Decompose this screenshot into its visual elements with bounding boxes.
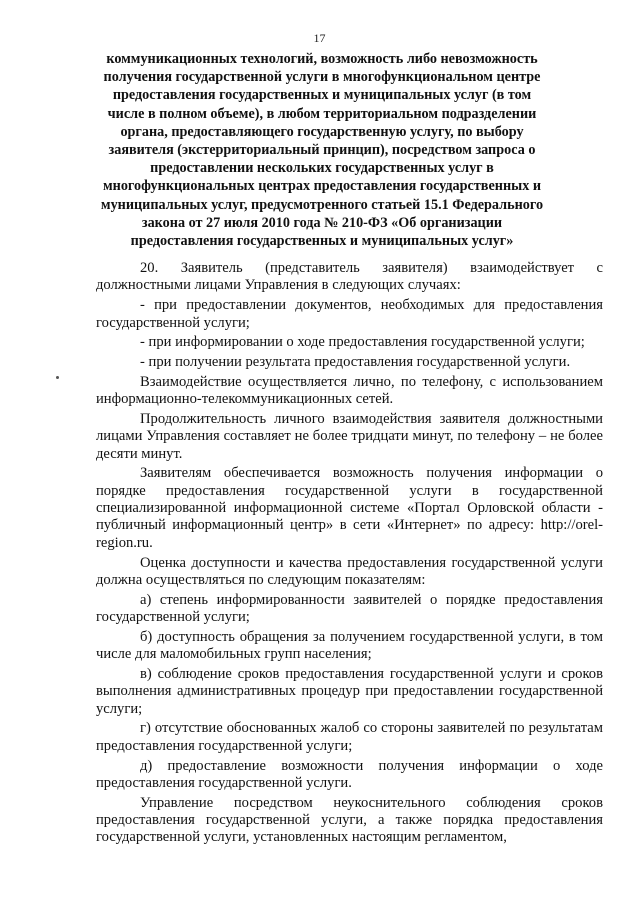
paragraph-20: 20. Заявитель (представитель заявителя) взаимодействует с должностными лицами Управления в следующих случаях: xyxy=(96,260,603,294)
criterion-g: г) отсутствие обоснованных жалоб со стороны заявителей по результатам предоставления государственной услуги; xyxy=(96,720,603,754)
criterion-v: в) соблюдение сроков предоставления государственной услуги и сроков выполнения административных процедур при предоставлении государственной услуги; xyxy=(96,665,603,717)
criterion-d: д) предоставление возможности получения информации о ходе предоставления государственной услуги. xyxy=(96,757,603,791)
criterion-b: б) доступность обращения за получением государственной услуги, в том числе для маломобильных групп населения; xyxy=(96,628,603,663)
page-number: 17 xyxy=(313,31,326,45)
list-item-result: - при получении результата предоставления государственной услуги. xyxy=(140,353,571,370)
paragraph-duration: Продолжительность личного взаимодействия заявителя должностными лицами Управления составляет не более тридцати минут, по телефону – не более десяти минут. xyxy=(96,410,603,462)
paragraph-portal-info: Заявителям обеспечивается возможность получения информации о порядке предоставления государственной услуги в государственной специализированной информационной системе «Портал Орловской области - публичный информационный центр» в сети «Интернет» по адресу: http://orel-region.ru. xyxy=(96,465,603,551)
list-item-informing: - при информировании о ходе предоставления государственной услуги; xyxy=(140,334,585,351)
document-body xyxy=(96,260,603,849)
paragraph-interaction-mode: Взаимодействие осуществляется лично, по телефону, с использованием информационно-телекоммуникационных сетей. xyxy=(96,373,603,408)
criterion-a: а) степень информированности заявителей о порядке предоставления государственной услуги; xyxy=(96,591,603,626)
scan-speck xyxy=(56,376,59,379)
section-heading: коммуникационных технологий, возможность либо невозможность получения государственной услуги в многофункциональном центре предоставления государственных и муниципальных услуг (в том числе в полном объеме), в любом территориальном подразделении органа, предоставляющего государственную услугу, по выбору заявителя (экстерриториальный принцип), посредством запроса о предоставлении нескольких государственных услуг в многофункциональных центрах предоставления государственных и муниципальных услуг, предусмотренного статьей 15.1 Федерального закона от 27 июля 2010 года № 210-ФЗ «Об организации предоставления государственных и муниципальных услуг» xyxy=(100,51,544,250)
paragraph-administration: Управление посредством неукоснительного соблюдения сроков предоставления государственной услуги, а также порядка предоставления государственной услуги, установленных настоящим регламентом, xyxy=(96,794,603,846)
list-item-documents: - при предоставлении документов, необходимых для предоставления государственной услуги; xyxy=(96,297,603,331)
paragraph-quality-criteria: Оценка доступности и качества предоставления государственной услуги должна осуществляться по следующим показателям: xyxy=(96,554,603,588)
